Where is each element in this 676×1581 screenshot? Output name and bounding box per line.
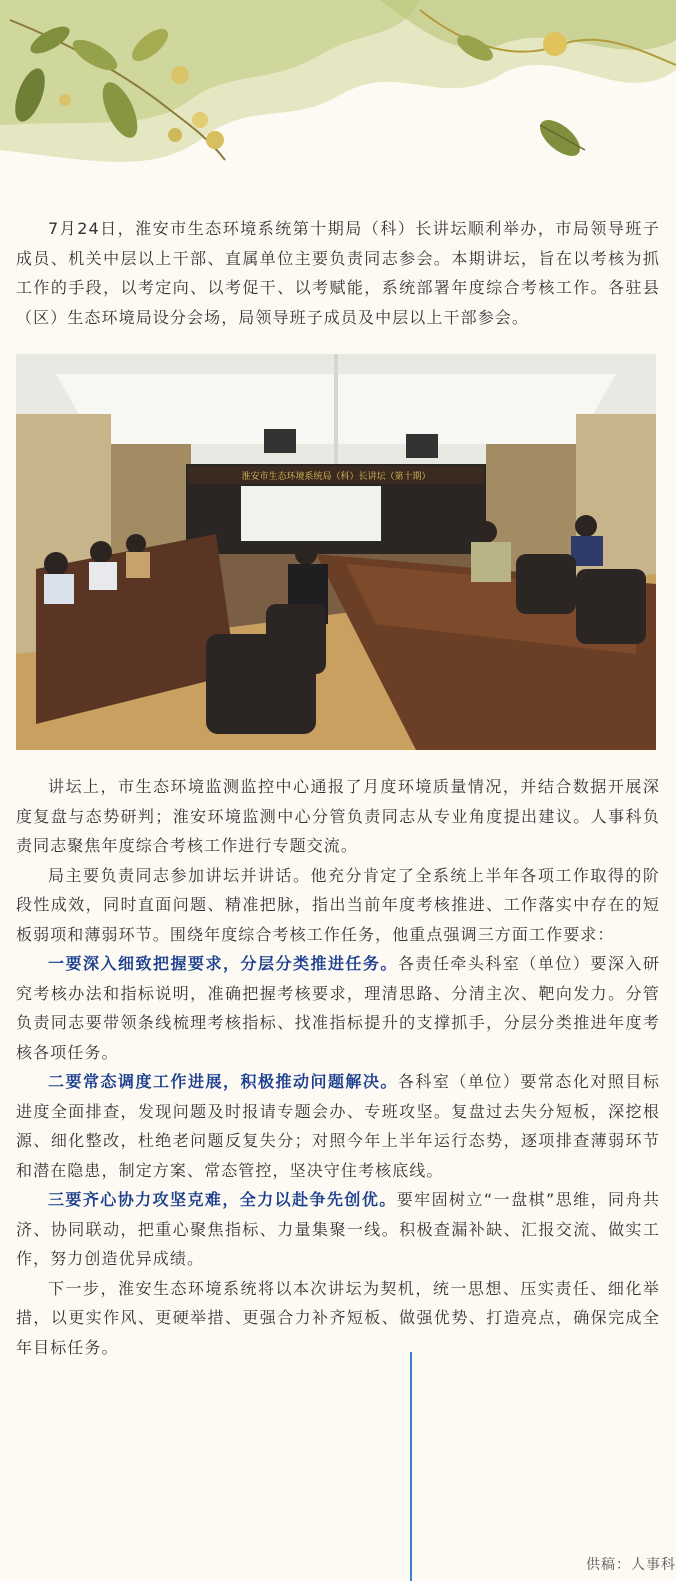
requirement-2-heading: 二要常态调度工作进展，积极推动问题解决。 (48, 1072, 398, 1091)
paragraph-forum: 讲坛上，市生态环境监测监控中心通报了月度环境质量情况，并结合数据开展深度复盘与态势研判；淮安环境监测中心分管负责同志从专业角度提出建议。人事科负责同志聚焦年度综合考核工作进行专题交流。 (16, 777, 660, 855)
paragraph-intro: 7月24日，淮安市生态环境系统第十期局（科）长讲坛顺利举办，市局领导班子成员、机关中层以上干部、直属单位主要负责同志参会。本期讲坛，旨在以考核为抓工作的手段，以考定向、以考促干、以考赋能，系统部署年度综合考核工作。各驻县（区）生态环境局设分会场，局领导班子成员及中层以上干部参会。 (16, 219, 660, 327)
paragraph-requirement-2: 二要常态调度工作进展，积极推动问题解决。各科室（单位）要常态化对照目标进度全面排查，发现问题及时报请专题会办、专班攻坚。复盘过去失分短板，深挖根源、细化整改，杜绝老问题反复失分；对照今年上半年运行态势，逐项排查薄弱环节和潜在隐患，制定方案、常态管控，坚决守住考核底线。 (16, 1072, 660, 1180)
paragraph-requirement-1: 一要深入细致把握要求，分层分类推进任务。各责任牵头科室（单位）要深入研究考核办法和指标说明，准确把握考核要求，理清思路、分清主次、靶向发力。分管负责同志要带领条线梳理考核指标、找准指标提升的支撑抓手，分层分类推进年度考核各项任务。 (16, 954, 660, 1062)
photo-banner-text: 淮安市生态环境系统局（科）长讲坛（第十期） (241, 472, 431, 482)
meeting-photo (16, 354, 656, 750)
header-floral-art (0, 0, 676, 190)
requirement-3-heading: 三要齐心协力攻坚克难，全力以赴争先创优。 (48, 1190, 397, 1209)
paragraph-requirement-3: 三要齐心协力攻坚克难，全力以赴争先创优。要牢固树立“一盘棋”思维，同舟共济、协同联动，把重心聚焦指标、力量集聚一线。积极查漏补缺、汇报交流、做实工作，努力创造优异成绩。 (16, 1190, 660, 1268)
requirement-1-heading: 一要深入细致把握要求，分层分类推进任务。 (48, 954, 398, 973)
text-cursor-line (410, 1352, 412, 1581)
paragraph-speech: 局主要负责同志参加讲坛并讲话。他充分肯定了全系统上半年各项工作取得的阶段性成效，同时直面问题、精准把脉，指出当前年度考核推进、工作落实中存在的短板弱项和薄弱环节。围绕年度综合考核工作任务，他重点强调三方面工作要求： (16, 865, 660, 944)
paragraph-next-step: 下一步，淮安生态环境系统将以本次讲坛为契机，统一思想、压实责任、细化举措，以更实作风、更硬举措、更强合力补齐短板、做强优势、打造亮点，确保完成全年目标任务。 (16, 1278, 660, 1357)
credit-line: 供稿：人事科 (586, 1557, 676, 1573)
article-body (16, 214, 660, 1362)
